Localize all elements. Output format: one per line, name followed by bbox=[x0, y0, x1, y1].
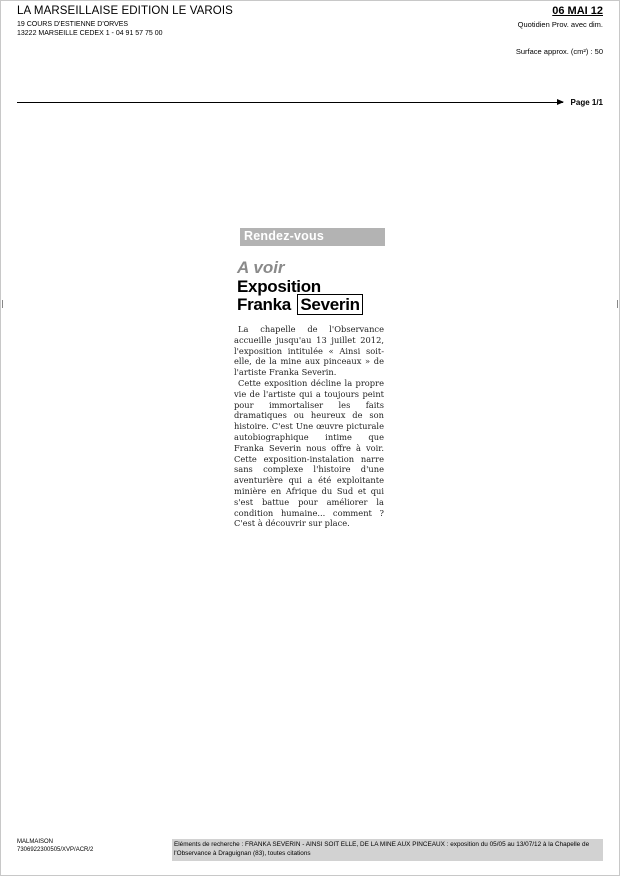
article-paragraph: La chapelle de l'Observance accueille jusqu'au 13 juillet 2012, l'exposition intitulée « Ainsi soit-elle, de la mine aux pinceaux » de l'artiste Franka Severin. bbox=[234, 324, 384, 378]
article-kicker: A voir bbox=[237, 258, 285, 277]
article-headline-line1: Exposition bbox=[237, 277, 321, 296]
headline-name-prefix: Franka bbox=[237, 295, 291, 314]
search-elements-box: Eléments de recherche : FRANKA SEVERIN - AINSI SOIT ELLE, DE LA MINE AUX PINCEAUX : exposition du 05/05 au 13/07/12 à la Chapelle de l'Observance à Draguignan (83), toutes citations bbox=[172, 839, 603, 861]
left-crop-mark bbox=[0, 300, 3, 308]
address-line-2: 13222 MARSEILLE CEDEX 1 - 04 91 57 75 00 bbox=[17, 30, 163, 37]
article-body bbox=[234, 324, 384, 529]
article-headline-line2 bbox=[237, 295, 363, 315]
publication-name: LA MARSEILLAISE EDITION LE VAROIS bbox=[17, 5, 233, 17]
periodicity: Quotidien Prov. avec dim. bbox=[517, 20, 603, 29]
header-divider bbox=[17, 102, 563, 103]
footer-code-line-2: 7306922300505/XVP/ACR/2 bbox=[17, 847, 94, 853]
rubric-label: Rendez-vous bbox=[244, 229, 324, 243]
publication-date: 06 MAI 12 bbox=[552, 5, 603, 17]
article-paragraph: Cette exposition décline la propre vie de l'artiste qui a toujours peint pour immortaliser les faits dramatiques ou heureux de son histoire. C'est Une œuvre picturale autobiographique intime que Franka Severin nous offre à voir. Cette exposition-instalation narre sans complexe l'histoire d'une aventurière qui a été exploitante minière en Afrique du Sud et qui s'est battue pour améliorer la condition humaine... comment ? C'est à découvrir sur place. bbox=[234, 377, 384, 529]
page-number: Page 1/1 bbox=[570, 98, 603, 107]
address-line-1: 19 COURS D'ESTIENNE D'ORVES bbox=[17, 21, 129, 28]
footer-code-line-1: MALMAISON bbox=[17, 839, 54, 845]
surface-area: Surface approx. (cm²) : 50 bbox=[515, 47, 603, 56]
headline-name-highlight: Severin bbox=[297, 294, 362, 315]
divider-arrow-icon bbox=[557, 99, 564, 105]
rubric-banner bbox=[240, 228, 385, 246]
